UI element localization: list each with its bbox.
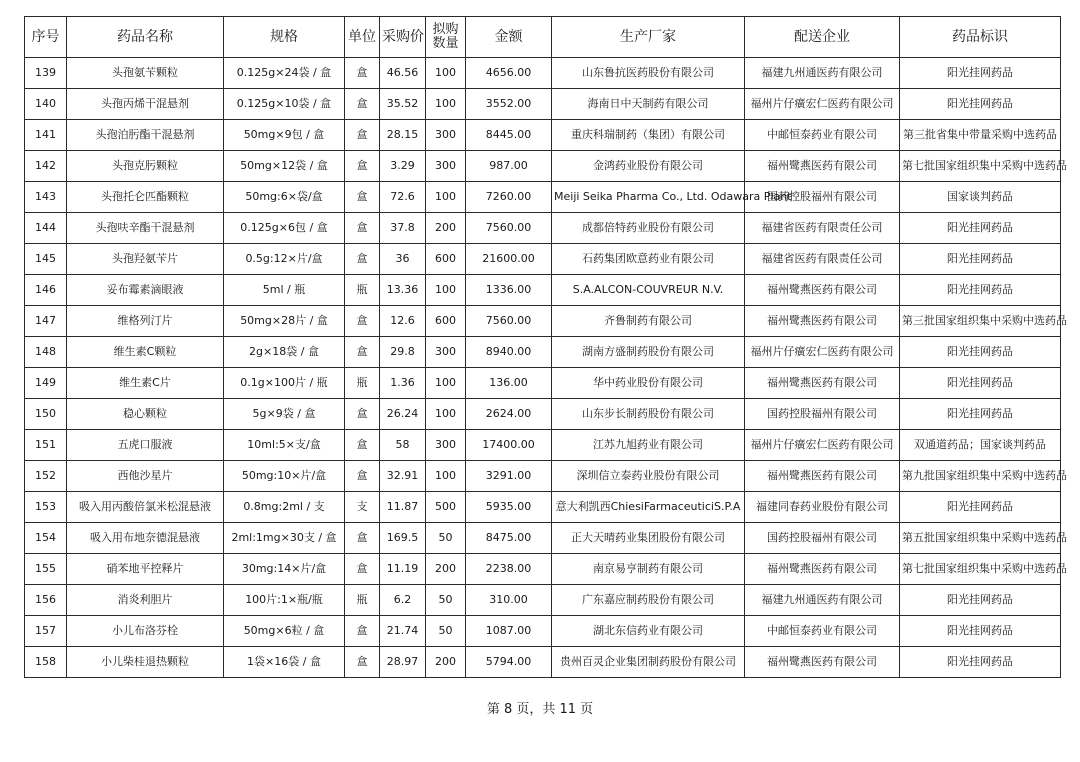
cell-unit: 支	[345, 492, 380, 523]
cell-seq: 150	[25, 399, 67, 430]
cell-drug-mark: 阳光挂网药品	[900, 244, 1061, 275]
cell-unit: 盒	[345, 151, 380, 182]
cell-seq: 154	[25, 523, 67, 554]
cell-drug-name: 头孢羟氨苄片	[67, 244, 224, 275]
drug-procurement-sheet	[24, 16, 1067, 688]
cell-unit: 瓶	[345, 585, 380, 616]
cell-price: 21.74	[380, 616, 426, 647]
cell-unit: 盒	[345, 89, 380, 120]
cell-distributor: 福建九州通医药有限公司	[745, 585, 900, 616]
cell-qty: 600	[426, 306, 466, 337]
cell-amount: 7260.00	[466, 182, 552, 213]
cell-drug-name: 维生素C片	[67, 368, 224, 399]
table-row	[25, 120, 1061, 151]
cell-qty: 300	[426, 337, 466, 368]
cell-manufacturer: 海南日中天制药有限公司	[552, 89, 745, 120]
cell-qty: 300	[426, 151, 466, 182]
cell-price: 3.29	[380, 151, 426, 182]
cell-drug-mark: 第七批国家组织集中采购中选药品	[900, 554, 1061, 585]
cell-drug-name: 消炎利胆片	[67, 585, 224, 616]
cell-amount: 1087.00	[466, 616, 552, 647]
cell-distributor: 福州鹭燕医药有限公司	[745, 306, 900, 337]
cell-seq: 151	[25, 430, 67, 461]
cell-qty: 300	[426, 430, 466, 461]
cell-distributor: 国药控股福州有限公司	[745, 523, 900, 554]
cell-manufacturer: 成都倍特药业股份有限公司	[552, 213, 745, 244]
cell-distributor: 中邮恒泰药业有限公司	[745, 616, 900, 647]
table-row	[25, 182, 1061, 213]
table-row	[25, 58, 1061, 89]
cell-seq: 142	[25, 151, 67, 182]
cell-drug-name: 五虎口服液	[67, 430, 224, 461]
table-row	[25, 151, 1061, 182]
cell-distributor: 福州鹭燕医药有限公司	[745, 461, 900, 492]
cell-spec: 1袋×16袋 / 盒	[224, 647, 345, 678]
cell-spec: 0.1g×100片 / 瓶	[224, 368, 345, 399]
cell-spec: 0.125g×10袋 / 盒	[224, 89, 345, 120]
cell-price: 28.97	[380, 647, 426, 678]
cell-unit: 盒	[345, 399, 380, 430]
cell-manufacturer: 重庆科瑞制药（集团）有限公司	[552, 120, 745, 151]
cell-drug-mark: 阳光挂网药品	[900, 492, 1061, 523]
cell-price: 46.56	[380, 58, 426, 89]
cell-distributor: 中邮恒泰药业有限公司	[745, 120, 900, 151]
cell-unit: 盒	[345, 58, 380, 89]
cell-drug-mark: 阳光挂网药品	[900, 368, 1061, 399]
cell-price: 37.8	[380, 213, 426, 244]
cell-seq: 140	[25, 89, 67, 120]
cell-seq: 139	[25, 58, 67, 89]
cell-seq: 144	[25, 213, 67, 244]
page-footer	[0, 698, 1080, 717]
cell-price: 72.6	[380, 182, 426, 213]
table-row	[25, 337, 1061, 368]
cell-seq: 147	[25, 306, 67, 337]
table-row	[25, 492, 1061, 523]
cell-amount: 3552.00	[466, 89, 552, 120]
cell-drug-mark: 双通道药品；国家谈判药品	[900, 430, 1061, 461]
cell-seq: 149	[25, 368, 67, 399]
table-row	[25, 399, 1061, 430]
table-row	[25, 523, 1061, 554]
cell-drug-mark: 阳光挂网药品	[900, 585, 1061, 616]
drug-procurement-table	[24, 16, 1067, 678]
cell-spec: 0.125g×6包 / 盒	[224, 213, 345, 244]
table-row	[25, 461, 1061, 492]
cell-qty: 100	[426, 368, 466, 399]
cell-spec: 50mg:10×片/盒	[224, 461, 345, 492]
cell-price: 169.5	[380, 523, 426, 554]
table-row	[25, 275, 1061, 306]
cell-seq: 158	[25, 647, 67, 678]
cell-drug-name: 稳心颗粒	[67, 399, 224, 430]
cell-unit: 盒	[345, 182, 380, 213]
cell-drug-name: 头孢克肟颗粒	[67, 151, 224, 182]
cell-drug-name: 维格列汀片	[67, 306, 224, 337]
cell-unit: 盒	[345, 337, 380, 368]
cell-seq: 141	[25, 120, 67, 151]
cell-drug-mark: 阳光挂网药品	[900, 89, 1061, 120]
table-body	[25, 58, 1067, 678]
cell-spec: 50mg×28片 / 盒	[224, 306, 345, 337]
cell-price: 11.19	[380, 554, 426, 585]
header-distributor: 配送企业	[745, 17, 900, 58]
cell-price: 29.8	[380, 337, 426, 368]
cell-amount: 8940.00	[466, 337, 552, 368]
cell-spec: 50mg×6粒 / 盒	[224, 616, 345, 647]
cell-amount: 2624.00	[466, 399, 552, 430]
cell-manufacturer: 正大天晴药业集团股份有限公司	[552, 523, 745, 554]
cell-price: 26.24	[380, 399, 426, 430]
cell-distributor: 福州鹭燕医药有限公司	[745, 275, 900, 306]
cell-spec: 30mg:14×片/盒	[224, 554, 345, 585]
cell-manufacturer: 金鸿药业股份有限公司	[552, 151, 745, 182]
cell-distributor: 福州片仔癀宏仁医药有限公司	[745, 337, 900, 368]
table-row	[25, 585, 1061, 616]
table-row	[25, 213, 1061, 244]
cell-spec: 2g×18袋 / 盒	[224, 337, 345, 368]
cell-drug-name: 硝苯地平控释片	[67, 554, 224, 585]
cell-distributor: 福建省医药有限责任公司	[745, 244, 900, 275]
table-header-row	[25, 17, 1061, 58]
cell-manufacturer: 湖北东信药业有限公司	[552, 616, 745, 647]
cell-spec: 2ml:1mg×30支 / 盒	[224, 523, 345, 554]
cell-distributor: 福建九州通医药有限公司	[745, 58, 900, 89]
cell-price: 35.52	[380, 89, 426, 120]
cell-price: 6.2	[380, 585, 426, 616]
cell-seq: 153	[25, 492, 67, 523]
header-manufacturer: 生产厂家	[552, 17, 745, 58]
cell-amount: 17400.00	[466, 430, 552, 461]
cell-spec: 50mg×12袋 / 盒	[224, 151, 345, 182]
cell-manufacturer: 江苏九旭药业有限公司	[552, 430, 745, 461]
cell-drug-name: 头孢泊肟酯干混悬剂	[67, 120, 224, 151]
cell-amount: 310.00	[466, 585, 552, 616]
cell-amount: 7560.00	[466, 306, 552, 337]
table-row	[25, 647, 1061, 678]
cell-spec: 50mg:6×袋/盒	[224, 182, 345, 213]
header-unit: 单位	[345, 17, 380, 58]
cell-manufacturer: 华中药业股份有限公司	[552, 368, 745, 399]
cell-manufacturer: 深圳信立泰药业股份有限公司	[552, 461, 745, 492]
cell-drug-mark: 阳光挂网药品	[900, 647, 1061, 678]
cell-price: 28.15	[380, 120, 426, 151]
cell-distributor: 福建同春药业股份有限公司	[745, 492, 900, 523]
cell-qty: 300	[426, 120, 466, 151]
cell-drug-name: 吸入用丙酸倍氯米松混悬液	[67, 492, 224, 523]
cell-qty: 100	[426, 461, 466, 492]
cell-seq: 143	[25, 182, 67, 213]
cell-amount: 5794.00	[466, 647, 552, 678]
header-mark: 药品标识	[900, 17, 1061, 58]
cell-distributor: 福州鹭燕医药有限公司	[745, 151, 900, 182]
cell-distributor: 福州鹭燕医药有限公司	[745, 647, 900, 678]
page-number: 第 8 页，共 11 页	[486, 702, 594, 717]
cell-qty: 600	[426, 244, 466, 275]
cell-qty: 100	[426, 399, 466, 430]
cell-qty: 50	[426, 616, 466, 647]
cell-manufacturer: S.A.ALCON-COUVREUR N.V.	[552, 275, 745, 306]
cell-spec: 0.125g×24袋 / 盒	[224, 58, 345, 89]
header-price: 采购价	[380, 17, 426, 58]
cell-distributor: 国药控股福州有限公司	[745, 182, 900, 213]
table-row	[25, 554, 1061, 585]
cell-qty: 200	[426, 554, 466, 585]
cell-spec: 50mg×9包 / 盒	[224, 120, 345, 151]
cell-spec: 100片:1×瓶/瓶	[224, 585, 345, 616]
cell-unit: 盒	[345, 430, 380, 461]
cell-drug-name: 头孢托仑匹酯颗粒	[67, 182, 224, 213]
cell-drug-name: 西他沙星片	[67, 461, 224, 492]
cell-distributor: 国药控股福州有限公司	[745, 399, 900, 430]
cell-amount: 21600.00	[466, 244, 552, 275]
header-spec: 规格	[224, 17, 345, 58]
cell-qty: 100	[426, 275, 466, 306]
cell-drug-name: 小儿布洛芬栓	[67, 616, 224, 647]
cell-manufacturer: Meiji Seika Pharma Co., Ltd. Odawara Plant	[552, 182, 745, 213]
cell-price: 13.36	[380, 275, 426, 306]
cell-drug-mark: 第三批省集中带量采购中选药品	[900, 120, 1061, 151]
cell-qty: 50	[426, 523, 466, 554]
cell-distributor: 福建省医药有限责任公司	[745, 213, 900, 244]
cell-drug-name: 头孢呋辛酯干混悬剂	[67, 213, 224, 244]
cell-unit: 瓶	[345, 368, 380, 399]
table-row	[25, 616, 1061, 647]
cell-unit: 盒	[345, 616, 380, 647]
header-seq: 序号	[25, 17, 67, 58]
cell-drug-mark: 阳光挂网药品	[900, 337, 1061, 368]
table-row	[25, 306, 1061, 337]
cell-drug-mark: 第九批国家组织集中采购中选药品	[900, 461, 1061, 492]
cell-manufacturer: 齐鲁制药有限公司	[552, 306, 745, 337]
cell-amount: 136.00	[466, 368, 552, 399]
table-row	[25, 89, 1061, 120]
cell-price: 58	[380, 430, 426, 461]
cell-drug-mark: 第三批国家组织集中采购中选药品	[900, 306, 1061, 337]
header-name: 药品名称	[67, 17, 224, 58]
cell-amount: 4656.00	[466, 58, 552, 89]
cell-amount: 2238.00	[466, 554, 552, 585]
cell-amount: 7560.00	[466, 213, 552, 244]
cell-seq: 148	[25, 337, 67, 368]
cell-amount: 3291.00	[466, 461, 552, 492]
cell-unit: 盒	[345, 647, 380, 678]
cell-unit: 盒	[345, 244, 380, 275]
cell-spec: 0.5g:12×片/盒	[224, 244, 345, 275]
cell-distributor: 福州片仔癀宏仁医药有限公司	[745, 430, 900, 461]
cell-qty: 100	[426, 182, 466, 213]
header-qty: 拟购 数量	[426, 17, 466, 58]
cell-seq: 156	[25, 585, 67, 616]
cell-drug-mark: 阳光挂网药品	[900, 399, 1061, 430]
header-amount: 金额	[466, 17, 552, 58]
cell-distributor: 福州鹭燕医药有限公司	[745, 368, 900, 399]
table-row	[25, 430, 1061, 461]
cell-price: 12.6	[380, 306, 426, 337]
cell-unit: 盒	[345, 554, 380, 585]
cell-seq: 146	[25, 275, 67, 306]
cell-manufacturer: 石药集团欧意药业有限公司	[552, 244, 745, 275]
cell-drug-mark: 阳光挂网药品	[900, 616, 1061, 647]
cell-price: 11.87	[380, 492, 426, 523]
cell-drug-name: 小儿柴桂退热颗粒	[67, 647, 224, 678]
cell-drug-name: 头孢丙烯干混悬剂	[67, 89, 224, 120]
cell-amount: 8445.00	[466, 120, 552, 151]
cell-price: 32.91	[380, 461, 426, 492]
cell-manufacturer: 湖南方盛制药股份有限公司	[552, 337, 745, 368]
cell-seq: 155	[25, 554, 67, 585]
cell-manufacturer: 意大利凯西ChiesiFarmaceuticiS.P.A	[552, 492, 745, 523]
cell-spec: 10ml:5×支/盒	[224, 430, 345, 461]
cell-drug-mark: 第五批国家组织集中采购中选药品	[900, 523, 1061, 554]
cell-amount: 5935.00	[466, 492, 552, 523]
cell-spec: 5g×9袋 / 盒	[224, 399, 345, 430]
cell-manufacturer: 广东嘉应制药股份有限公司	[552, 585, 745, 616]
cell-seq: 145	[25, 244, 67, 275]
cell-drug-name: 维生素C颗粒	[67, 337, 224, 368]
cell-distributor: 福州片仔癀宏仁医药有限公司	[745, 89, 900, 120]
cell-distributor: 福州鹭燕医药有限公司	[745, 554, 900, 585]
cell-amount: 8475.00	[466, 523, 552, 554]
cell-manufacturer: 南京易亨制药有限公司	[552, 554, 745, 585]
cell-unit: 盒	[345, 120, 380, 151]
cell-unit: 盒	[345, 306, 380, 337]
cell-qty: 100	[426, 58, 466, 89]
cell-seq: 157	[25, 616, 67, 647]
cell-amount: 987.00	[466, 151, 552, 182]
cell-qty: 200	[426, 647, 466, 678]
cell-price: 1.36	[380, 368, 426, 399]
cell-drug-name: 头孢氨苄颗粒	[67, 58, 224, 89]
table-row	[25, 244, 1061, 275]
cell-unit: 盒	[345, 523, 380, 554]
cell-spec: 0.8mg:2ml / 支	[224, 492, 345, 523]
cell-qty: 100	[426, 89, 466, 120]
cell-drug-mark: 阳光挂网药品	[900, 58, 1061, 89]
cell-drug-name: 吸入用布地奈德混悬液	[67, 523, 224, 554]
cell-qty: 500	[426, 492, 466, 523]
cell-drug-name: 妥布霉素滴眼液	[67, 275, 224, 306]
cell-amount: 1336.00	[466, 275, 552, 306]
cell-qty: 50	[426, 585, 466, 616]
table-row	[25, 368, 1061, 399]
cell-unit: 盒	[345, 461, 380, 492]
cell-spec: 5ml / 瓶	[224, 275, 345, 306]
cell-price: 36	[380, 244, 426, 275]
cell-unit: 盒	[345, 213, 380, 244]
cell-unit: 瓶	[345, 275, 380, 306]
cell-manufacturer: 贵州百灵企业集团制药股份有限公司	[552, 647, 745, 678]
cell-drug-mark: 阳光挂网药品	[900, 213, 1061, 244]
cell-seq: 152	[25, 461, 67, 492]
cell-qty: 200	[426, 213, 466, 244]
cell-drug-mark: 阳光挂网药品	[900, 275, 1061, 306]
cell-manufacturer: 山东步长制药股份有限公司	[552, 399, 745, 430]
cell-drug-mark: 国家谈判药品	[900, 182, 1061, 213]
cell-drug-mark: 第七批国家组织集中采购中选药品	[900, 151, 1061, 182]
cell-manufacturer: 山东鲁抗医药股份有限公司	[552, 58, 745, 89]
